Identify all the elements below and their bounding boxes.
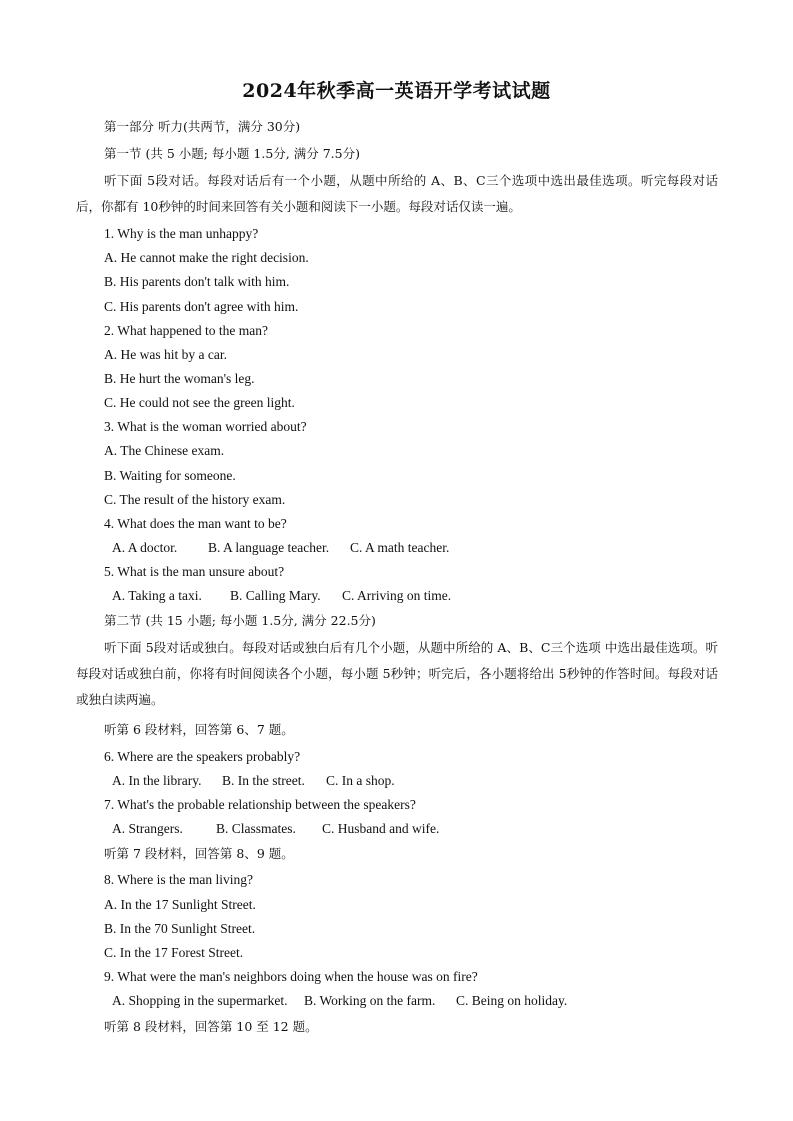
q5-option-a: A. Taking a taxi. [112,588,202,603]
section1-heading: 第一节 (共 5 小题; 每小题 1.5分, 满分 7.5分) [104,146,360,161]
q1-option-b: B. His parents don't talk with him. [104,274,290,289]
q5-option-b: B. Calling Mary. [230,588,321,603]
q2-option-b: B. He hurt the woman's leg. [104,371,255,386]
q4-options [112,540,449,556]
q9-option-b: B. Working on the farm. [304,993,436,1008]
part1-heading: 第一部分 听力(共两节，满分 30分) [104,119,301,134]
question-7: 7. What's the probable relationship between the speakers? [104,797,416,812]
q2-option-a: A. He was hit by a car. [104,347,227,362]
q3-option-b: B. Waiting for someone. [104,468,236,483]
q7-option-a: A. Strangers. [112,821,183,836]
q6-options [112,773,395,789]
question-8: 8. Where is the man living? [104,872,253,887]
q8-option-b: B. In the 70 Sunlight Street. [104,921,256,936]
section2-heading: 第二节 (共 15 小题; 每小题 1.5分, 满分 22.5分) [104,613,376,628]
material-7-note: 听第 7 段材料，回答第 8、9 题。 [104,846,294,861]
section2-instructions: 听下面 5段对话或独白。每段对话或独白后有几个小题，从题中所给的 A、B、C三个选项 中选出最佳选项。听每段对话或独白前，你将有时间阅读各个小题，每小题 5秒钟；听完后，各小题将给出 5秒钟的作答时间。每段对话或独白读两遍。 [76,640,718,707]
q6-option-b: B. In the street. [222,773,305,788]
q7-option-c: C. Husband and wife. [322,821,440,836]
question-4: 4. What does the man want to be? [104,516,287,531]
q5-option-c: C. Arriving on time. [342,588,452,603]
page-title: 2024年秋季高一英语开学考试试题 [242,80,551,102]
q7-options [112,821,439,837]
q6-option-a: A. In the library. [112,773,202,788]
q4-option-b: B. A language teacher. [208,540,330,555]
q1-option-c: C. His parents don't agree with him. [104,299,299,314]
q3-option-c: C. The result of the history exam. [104,492,286,507]
section1-instructions: 听下面 5段对话。每段对话后有一个小题，从题中所给的 A、B、C三个选项中选出最佳选项。听完每段对话后，你都有 10秒钟的时间来回答有关小题和阅读下一小题。每段对话仅读一遍。 [76,173,718,214]
q2-option-c: C. He could not see the green light. [104,395,295,410]
q1-option-a: A. He cannot make the right decision. [104,250,309,265]
q9-options [112,993,567,1009]
question-6: 6. Where are the speakers probably? [104,749,301,764]
q9-option-c: C. Being on holiday. [456,993,568,1008]
material-8-note: 听第 8 段材料，回答第 10 至 12 题。 [104,1019,318,1034]
q7-option-b: B. Classmates. [216,821,296,836]
question-5: 5. What is the man unsure about? [104,564,285,579]
question-3: 3. What is the woman worried about? [104,419,307,434]
question-9: 9. What were the man's neighbors doing when the house was on fire? [104,969,478,984]
q5-options [112,588,451,604]
q8-option-c: C. In the 17 Forest Street. [104,945,244,960]
q4-option-c: C. A math teacher. [350,540,450,555]
material-6-note: 听第 6 段材料，回答第 6、7 题。 [104,722,294,737]
q6-option-c: C. In a shop. [326,773,395,788]
q9-option-a: A. Shopping in the supermarket. [112,993,288,1008]
q3-option-a: A. The Chinese exam. [104,443,225,458]
q4-option-a: A. A doctor. [112,540,178,555]
q8-option-a: A. In the 17 Sunlight Street. [104,897,256,912]
question-2: 2. What happened to the man? [104,323,268,338]
question-1: 1. Why is the man unhappy? [104,226,259,241]
